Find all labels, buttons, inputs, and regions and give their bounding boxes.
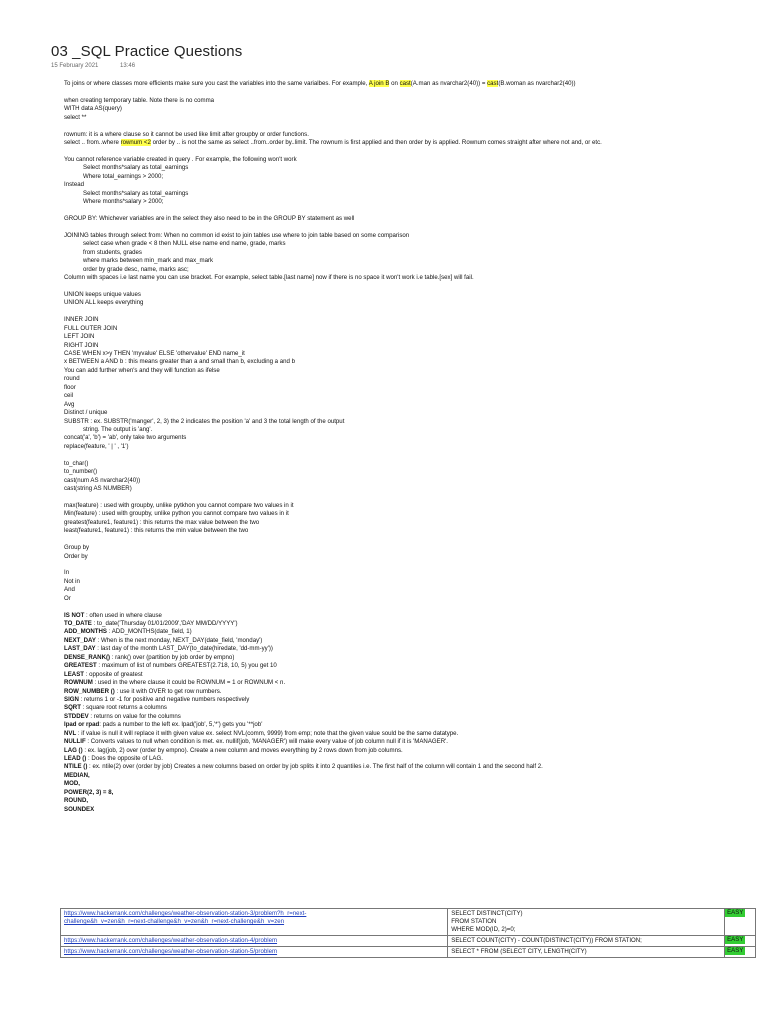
- definition-line: [64, 747, 754, 755]
- definition-term: POWER(2, 3) = 8,: [64, 788, 114, 796]
- text-line: ceil: [64, 392, 74, 400]
- definition-line: [64, 662, 754, 670]
- text-line: Or: [64, 594, 71, 602]
- definition-term: SQRT: [64, 704, 81, 712]
- definition-line: [64, 806, 754, 814]
- sql-line: FROM STATION: [451, 918, 497, 925]
- link-text: https://www.hackerrank.com/challenges/weather-observation-station-5/problem: [64, 948, 278, 955]
- text-line: WITH data AS(query): [64, 105, 122, 113]
- definition-term: ROUND,: [64, 797, 89, 805]
- text-line: select **: [64, 113, 87, 121]
- definition-term: NEXT_DAY: [64, 636, 96, 644]
- text-line: Instead: [64, 181, 84, 189]
- intro-line: To joins or where classes more efficients make sure you cast the variables into the same varialbes. For example, A join B on cast(A.man as nvarchar2(40)) = cast(B.woman as nvarchar2(40)): [64, 80, 576, 87]
- code-line: select case when grade < 8 then NULL else name end name, grade, marks: [83, 240, 286, 248]
- link-text: https://www.hackerrank.com/challenges/weather-observation-station-3/problem?h_r=next-: [64, 910, 307, 917]
- text-line: to_number(): [64, 468, 98, 476]
- definition-term: SOUNDEX: [64, 805, 95, 813]
- definition-line: [64, 738, 754, 746]
- text-line: Distinct / unique: [64, 409, 108, 417]
- definition-term: ROWNUM: [64, 679, 93, 687]
- difficulty-badge: EASY: [727, 947, 744, 954]
- text-line: concat('a', 'b') = 'ab', only take two arguments: [64, 434, 187, 442]
- sql-line: SELECT COUNT(CITY) - COUNT(DISTINCT(CITY)) FROM STATION;: [451, 937, 642, 944]
- note-body: [64, 80, 754, 814]
- definition-term: ROW_NUMBER (): [64, 687, 115, 695]
- definition-line: [64, 628, 754, 636]
- text-line: round: [64, 375, 80, 383]
- problem-link[interactable]: [64, 948, 277, 955]
- definition-line: [64, 730, 754, 738]
- table-row: [61, 947, 756, 958]
- text-line: You can add further when's and they will function as ifelse: [64, 366, 220, 374]
- definition-text: : to_date('Thursday 01/01/2009','DAY MM/DD/YYYY'): [91, 620, 238, 627]
- difficulty-cell: [725, 936, 756, 947]
- sql-line: SELECT * FROM (SELECT CITY, LENGTH(CITY): [451, 948, 587, 955]
- definition-term: DENSE_RANK(): [64, 653, 111, 661]
- problem-link[interactable]: [64, 910, 306, 925]
- definition-line: [64, 671, 754, 679]
- text-line: Avg: [64, 400, 75, 408]
- text-line: In: [64, 569, 70, 577]
- definition-term: GREATEST: [64, 662, 97, 670]
- text-line: Group by: [64, 544, 90, 552]
- definition-line: [64, 755, 754, 763]
- definition-text: : Converts values to null when condition is met. ex. nullif(job, 'MANAGER') will make every value of job column null if it is 'MANAGER'.: [85, 738, 448, 746]
- definition-term: LEAD (): [64, 755, 87, 762]
- text-line: cast(num AS nvarchar2(40)): [64, 476, 141, 484]
- code-line: from students, grades: [83, 248, 142, 256]
- code-line: Where total_earnings > 2000;: [83, 172, 164, 180]
- definition-text: : used in the where clause it could be ROWNUM = 1 or ROWNUM < n.: [92, 679, 286, 687]
- sql-line: SELECT DISTINCT(CITY): [451, 910, 523, 917]
- table-row: [61, 936, 756, 947]
- definition-line: [64, 696, 754, 704]
- text-line: string. The output is 'ang'.: [83, 425, 153, 433]
- sql-cell: [448, 947, 725, 958]
- difficulty-cell: [725, 909, 756, 936]
- sql-line: WHERE MOD(ID, 2)=0;: [451, 926, 516, 933]
- text-line: UNION ALL keeps everything: [64, 299, 144, 307]
- highlight: A join B: [368, 80, 390, 87]
- definition-term: SIGN: [64, 695, 79, 703]
- text-line: to_char(): [64, 459, 89, 467]
- definition-line: [64, 645, 754, 653]
- text-line: JOINING tables through select from: When no common id exist to join tables use where to join table based on some comparison: [64, 231, 410, 239]
- problems-table: [60, 908, 756, 958]
- page-meta: [51, 63, 155, 69]
- sql-cell: [448, 909, 725, 936]
- difficulty-badge: EASY: [727, 909, 744, 916]
- link-text: challenge&h_v=zen&h_r=next-challenge&h_v=zen&h_r=next-challenge&h_v=zen: [64, 918, 285, 925]
- definition-term: STDDEV: [64, 712, 89, 720]
- table-row: [61, 909, 756, 936]
- definition-line: [64, 679, 754, 687]
- code-line: Select months*salary as total_earnings: [83, 164, 189, 172]
- text-line: floor: [64, 383, 76, 391]
- problem-link[interactable]: [64, 937, 277, 944]
- text-line: SUBSTR : ex. SUBSTR('manger', 2, 3) the 2 indicates the position 'a' and 3 the total length of the output: [64, 417, 345, 425]
- definition-term: LAG (): [64, 746, 83, 754]
- definition-term: IS NOT: [64, 611, 85, 619]
- definition-text: : maximum of list of numbers GREATEST(2.718, 10, 5) you get 10: [96, 662, 277, 670]
- page-date: 15 February 2021: [51, 63, 99, 69]
- text-line: replace(feature, ' | ' , '1'): [64, 442, 129, 450]
- definition-term: NTILE (): [64, 763, 88, 771]
- function-definitions: [64, 612, 754, 815]
- definition-line: [64, 797, 754, 805]
- text-line: RIGHT JOIN: [64, 341, 99, 349]
- text-line: cast(string AS NUMBER): [64, 485, 132, 492]
- definition-text: : use it with OVER to get row numbers.: [114, 687, 222, 695]
- definition-text: : opposite of greatest: [83, 670, 143, 678]
- text-line: Not in: [64, 577, 80, 585]
- page-title: 03 _SQL Practice Questions: [51, 43, 243, 60]
- highlight: cast: [399, 80, 411, 87]
- link-cell: [61, 909, 448, 936]
- text-line: Column with spaces i.e last name you can use bracket. For example, select table.[last name] now if there is no space it won't work i.e table.[sex] will fail.: [64, 274, 474, 282]
- link-cell: [61, 947, 448, 958]
- text-line: UNION keeps unique values: [64, 290, 141, 298]
- definition-term: MOD,: [64, 780, 80, 788]
- definition-line: [64, 688, 754, 696]
- definition-text: : ADD_MONTHS(date_field, 1): [107, 628, 192, 636]
- text-line: Min(feature) : used with groupby, unlike python you cannot compare two values in it: [64, 510, 289, 518]
- rownum-line: select .. from..where rownum <2 order by .. is not the same as select ..from..order by..limit. The rownum is first applied and then order by is applied. Rownum comes straight after where not and, or etc.: [64, 139, 602, 147]
- definition-term: NVL: [64, 729, 77, 737]
- text-line: greatest(feature1, feature1) : this returns the max value between the two: [64, 518, 260, 526]
- definition-line: [64, 772, 754, 780]
- definition-text: : When is the next monday, NEXT_DAY(date_field, 'monday'): [95, 636, 263, 644]
- code-line: where marks between min_mark and max_mark: [83, 257, 214, 265]
- code-line: Select months*salary as total_earnings: [83, 189, 189, 197]
- definition-line: [64, 721, 754, 729]
- text-line: least(feature1, feature1) : this returns the min value between the two: [64, 527, 249, 535]
- definition-text: : ex. lag(job, 2) over (order by empno). Create a new column and moves everything by 2 rows down from job columns.: [82, 746, 403, 754]
- code-line: Where months*salary > 2000;: [83, 198, 164, 206]
- definition-line: [64, 789, 754, 797]
- difficulty-cell: [725, 947, 756, 958]
- highlight: cast: [487, 80, 499, 87]
- definition-term: MEDIAN,: [64, 771, 90, 779]
- text-line: CASE WHEN x>y THEN 'myvalue' ELSE 'othervalue' END name_it: [64, 350, 245, 357]
- definition-term: TO_DATE: [64, 620, 92, 627]
- text-line: And: [64, 586, 75, 594]
- definition-line: [64, 620, 754, 628]
- definition-line: [64, 763, 754, 771]
- highlight: rownum <2: [120, 139, 151, 147]
- definition-line: [64, 704, 754, 712]
- code-line: order by grade desc, name, marks asc;: [83, 265, 189, 273]
- definition-line: [64, 612, 754, 620]
- sql-cell: [448, 936, 725, 947]
- definition-text: : Does the opposite of LAG.: [86, 755, 163, 762]
- definition-text: : pads a number to the left ex. lpad('job', 5,'*') gets you '**job': [99, 721, 263, 729]
- definition-line: [64, 637, 754, 645]
- link-text: https://www.hackerrank.com/challenges/weather-observation-station-4/problem: [64, 937, 278, 944]
- link-cell: [61, 936, 448, 947]
- definition-text: : rank() over (partition by job order by empno): [110, 653, 235, 661]
- definition-text: : if value is null it will replace it with given value ex. select NVL(comm, 9999) from emp; note that the given value sould be the same datatype.: [76, 729, 459, 737]
- text-line: You cannot reference variable created in query . For example, the following won't work: [64, 155, 297, 163]
- definition-text: : often used in where clause: [84, 611, 162, 619]
- text-line: max(feature) : used with groupby, unlike pytkhon you cannot compare two values in it: [64, 501, 294, 509]
- definition-text: : ex. ntile(2) over (order by job) Creates a new columns based on order by job splits it into 2 quantiles i.e. The first half of the column will contain 1 and the second half 2.: [87, 763, 543, 771]
- page-time: 13:46: [120, 63, 136, 69]
- definition-term: lpad or rpad: [64, 721, 100, 729]
- difficulty-badge: EASY: [727, 936, 744, 943]
- text-line: FULL OUTER JOIN: [64, 324, 118, 332]
- definition-line: [64, 713, 754, 721]
- definition-term: ADD_MONTHS: [64, 628, 107, 636]
- text-line: x BETWEEN a AND b : this means greater than a and small than b, excluding a and b: [64, 358, 296, 366]
- definition-term: LEAST: [64, 670, 84, 678]
- definition-term: LAST_DAY: [64, 645, 96, 653]
- definition-text: : returns 1 or -1 for positive and negative numbers respectively: [78, 695, 250, 703]
- definition-text: : square root returns a columns: [80, 704, 167, 712]
- definition-text: : returns on value for the columns: [88, 712, 181, 720]
- text-line: INNER JOIN: [64, 316, 99, 324]
- text-line: when creating temporary table. Note there is no comma: [64, 96, 215, 104]
- definition-text: : last day of the month LAST_DAY(to_date(hiredate, 'dd-mm-yy')): [95, 645, 273, 653]
- definition-term: NULLIF: [64, 738, 86, 746]
- text-line: GROUP BY: Whichever variables are in the select they also need to be in the GROUP BY statement as well: [64, 215, 355, 222]
- rownum-line: rownum: it is a where clause so it cannot be used like limit after groupby or order functions.: [64, 130, 309, 138]
- definition-line: [64, 654, 754, 662]
- text-line: Order by: [64, 552, 88, 560]
- definition-line: [64, 780, 754, 788]
- text-line: LEFT JOIN: [64, 333, 95, 341]
